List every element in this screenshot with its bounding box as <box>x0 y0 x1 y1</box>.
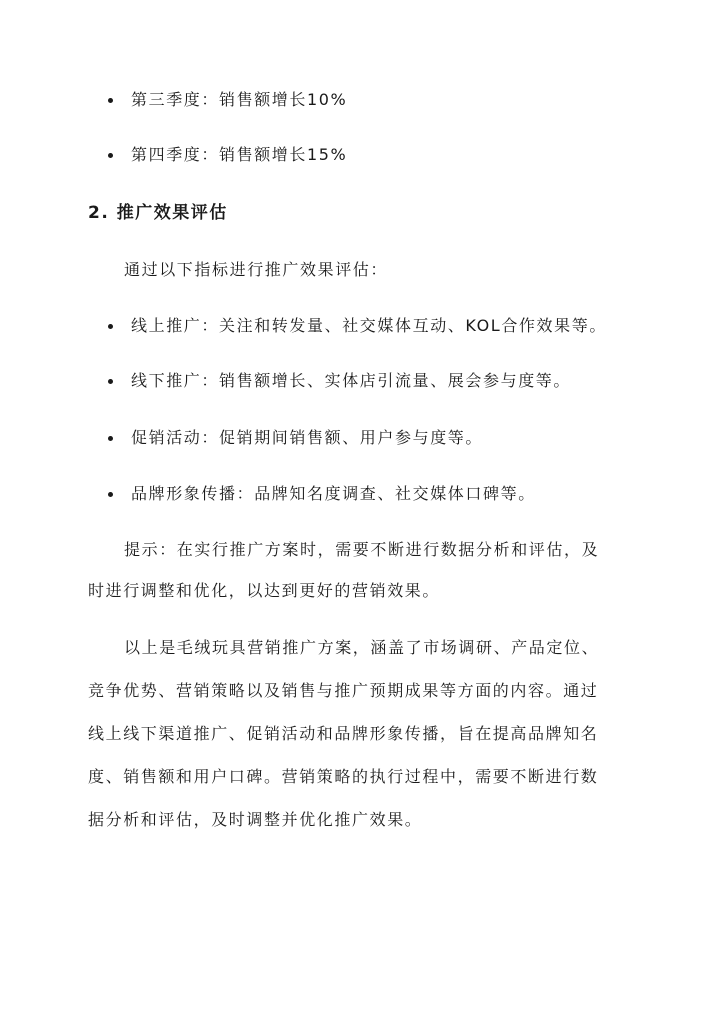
summary-line: 以上是毛绒玩具营销推广方案，涵盖了市场调研、产品定位、 <box>124 638 600 657</box>
tip-line: 时进行调整和优化，以达到更好的营销效果。 <box>88 581 441 600</box>
section-intro: 通过以下指标进行推广效果评估： <box>124 260 389 279</box>
list-item-text: 促销活动：促销期间销售额、用户参与度等。 <box>131 428 484 447</box>
list-item-text: 第三季度：销售额增长10% <box>131 90 348 109</box>
list-item-text: 品牌形象传播：品牌知名度调查、社交媒体口碑等。 <box>131 484 536 503</box>
bullet-icon <box>108 324 113 329</box>
list-item-q3 <box>0 86 720 114</box>
list-item-online <box>0 312 720 340</box>
tip-line: 提示：在实行推广方案时，需要不断进行数据分析和评估，及 <box>124 540 600 559</box>
list-item-promotion <box>0 424 720 452</box>
summary-line: 度、销售额和用户口碑。营销策略的执行过程中，需要不断进行数 <box>88 767 599 786</box>
section-heading: 2. 推广效果评估 <box>88 203 228 223</box>
list-item-text: 线上推广：关注和转发量、社交媒体互动、KOL合作效果等。 <box>131 316 607 335</box>
list-item-text: 线下推广：销售额增长、实体店引流量、展会参与度等。 <box>131 371 572 390</box>
summary-line: 线上线下渠道推广、促销活动和品牌形象传播，旨在提高品牌知名 <box>88 724 599 743</box>
bullet-icon <box>108 98 113 103</box>
bullet-icon <box>108 153 113 158</box>
bullet-icon <box>108 492 113 497</box>
list-item-text: 第四季度：销售额增长15% <box>131 145 348 164</box>
summary-line: 竞争优势、营销策略以及销售与推广预期成果等方面的内容。通过 <box>88 681 599 700</box>
list-item-offline <box>0 367 720 395</box>
list-item-q4 <box>0 141 720 169</box>
list-item-brand <box>0 480 720 508</box>
bullet-icon <box>108 379 113 384</box>
bullet-icon <box>108 436 113 441</box>
summary-line: 据分析和评估，及时调整并优化推广效果。 <box>88 810 423 829</box>
